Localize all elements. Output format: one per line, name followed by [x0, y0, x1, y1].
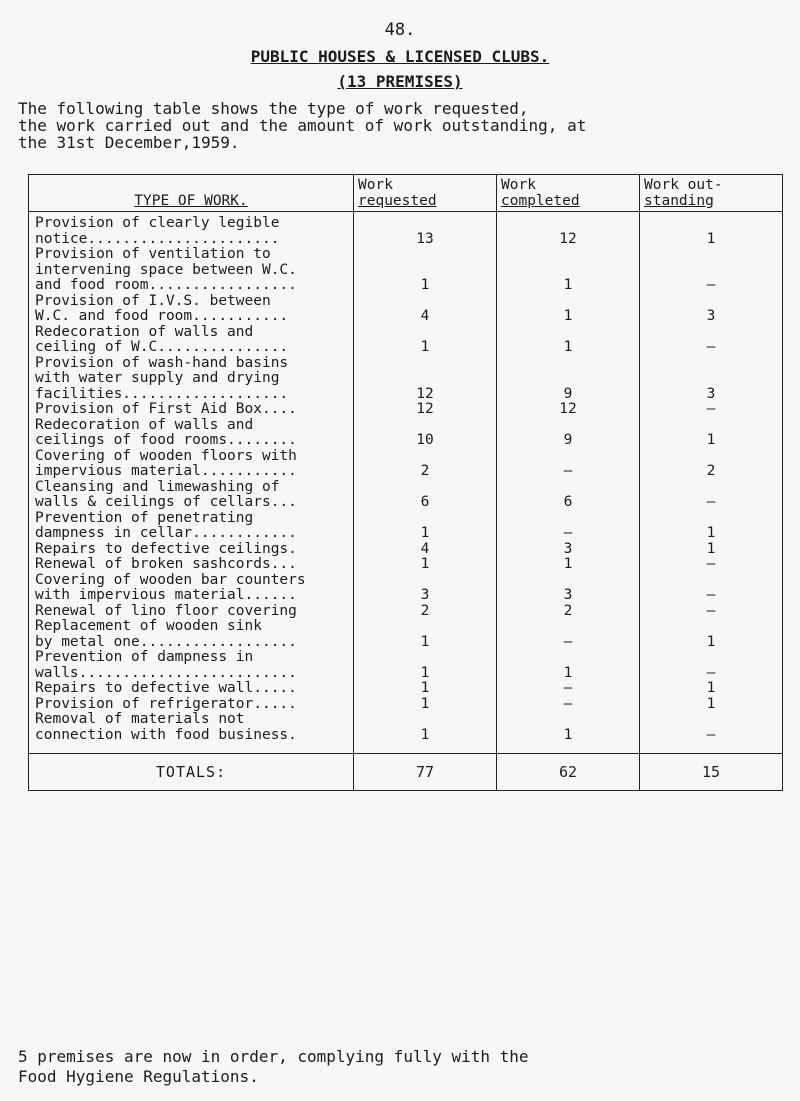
work-type-line: Redecoration of walls and	[35, 417, 254, 433]
outstanding-value: 1	[706, 230, 716, 247]
outstanding-cell	[640, 619, 783, 650]
outstanding-cell	[640, 418, 783, 449]
requested-value: 3	[420, 587, 430, 603]
footer-line: 5 premises are now in order, complying fully with the	[18, 1047, 529, 1066]
completed-cell	[497, 650, 640, 681]
table-body	[29, 212, 783, 754]
completed-cell	[497, 480, 640, 511]
work-type-line: impervious material...........	[35, 464, 297, 479]
outstanding-value: 1	[706, 680, 716, 696]
requested-value: 13	[416, 230, 434, 247]
outstanding-value: –	[706, 664, 716, 681]
completed-value: 12	[559, 230, 577, 247]
outstanding-cell	[640, 604, 783, 620]
requested-value: 1	[420, 525, 430, 541]
work-type-line: Redecoration of walls and	[35, 324, 254, 340]
work-type-line: ceiling of W.C...............	[35, 340, 289, 355]
completed-value: 1	[563, 726, 573, 743]
outstanding-cell	[640, 511, 783, 542]
completed-cell	[497, 418, 640, 449]
outstanding-value: –	[706, 494, 716, 510]
work-type-cell	[29, 712, 354, 754]
requested-value: 1	[420, 695, 430, 712]
requested-value: 2	[420, 463, 430, 479]
intro-line: the 31st December,1959.	[18, 133, 240, 152]
completed-value: –	[563, 680, 573, 696]
intro-line: The following table shows the type of work requested,	[18, 99, 529, 118]
outstanding-value: –	[706, 401, 716, 417]
work-type-cell	[29, 212, 354, 248]
table-row	[29, 212, 783, 248]
requested-cell	[354, 619, 497, 650]
completed-cell	[497, 247, 640, 294]
requested-cell	[354, 212, 497, 248]
work-type-cell	[29, 325, 354, 356]
requested-cell	[354, 325, 497, 356]
work-type-line: by metal one..................	[35, 634, 297, 650]
completed-cell	[497, 449, 640, 480]
requested-cell	[354, 418, 497, 449]
requested-value: 1	[420, 339, 430, 355]
work-type-cell	[29, 604, 354, 620]
work-type-line: Prevention of dampness in	[35, 650, 254, 665]
total-requested: 77	[354, 754, 497, 791]
work-type-line: Covering of wooden bar counters	[35, 572, 306, 588]
outstanding-cell	[640, 557, 783, 573]
requested-cell	[354, 697, 497, 713]
table-row	[29, 712, 783, 754]
outstanding-cell	[640, 247, 783, 294]
table-row	[29, 356, 783, 403]
requested-value: 12	[416, 385, 434, 402]
footer-note	[18, 1047, 788, 1087]
requested-cell	[354, 542, 497, 558]
work-type-line: Cleansing and limewashing of	[35, 479, 280, 495]
work-type-line: intervening space between W.C.	[35, 262, 297, 278]
outstanding-value: 1	[706, 540, 716, 557]
table-row	[29, 449, 783, 480]
outstanding-value: 3	[706, 385, 716, 402]
page-subtitle	[0, 72, 800, 91]
outstanding-cell	[640, 573, 783, 604]
requested-cell	[354, 247, 497, 294]
completed-cell	[497, 557, 640, 573]
table-row	[29, 557, 783, 573]
work-type-line: Provision of wash-hand basins	[35, 355, 289, 371]
work-type-line: Removal of materials not	[35, 712, 245, 727]
outstanding-value: –	[706, 587, 716, 603]
outstanding-cell	[640, 402, 783, 418]
requested-value: 2	[420, 602, 430, 619]
work-type-cell	[29, 402, 354, 418]
work-type-line: notice......................	[35, 231, 280, 247]
requested-cell	[354, 557, 497, 573]
table-row	[29, 697, 783, 713]
completed-cell	[497, 697, 640, 713]
work-type-cell	[29, 557, 354, 573]
header-type-of-work: TYPE OF WORK.	[29, 175, 354, 212]
completed-value: 1	[563, 556, 573, 572]
completed-cell	[497, 542, 640, 558]
table-row	[29, 604, 783, 620]
outstanding-value: 1	[706, 695, 716, 712]
work-type-line: W.C. and food room...........	[35, 309, 289, 324]
requested-cell	[354, 356, 497, 403]
page-subtitle-text: (13 PREMISES)	[337, 72, 463, 91]
work-type-cell	[29, 511, 354, 542]
requested-value: 6	[420, 494, 430, 510]
work-type-cell	[29, 418, 354, 449]
completed-cell	[497, 681, 640, 697]
requested-cell	[354, 294, 497, 325]
page-number: 48.	[384, 20, 416, 40]
completed-value: 2	[563, 602, 573, 619]
work-type-line: Renewal of broken sashcords...	[35, 557, 297, 572]
completed-value: 1	[563, 339, 573, 355]
work-type-line: connection with food business.	[35, 727, 297, 743]
completed-value: 1	[563, 277, 573, 293]
table-row	[29, 402, 783, 418]
completed-value: –	[563, 463, 573, 479]
completed-cell	[497, 619, 640, 650]
completed-value: 3	[563, 587, 573, 603]
work-type-line: Provision of First Aid Box....	[35, 402, 297, 417]
intro-line: the work carried out and the amount of work outstanding, at	[18, 116, 587, 135]
outstanding-value: –	[706, 556, 716, 572]
work-type-line: facilities...................	[35, 386, 289, 402]
completed-value: 6	[563, 494, 573, 510]
work-type-line: Repairs to defective wall.....	[35, 681, 297, 696]
table-row	[29, 619, 783, 650]
work-type-line: Repairs to defective ceilings.	[35, 541, 297, 557]
work-type-cell	[29, 697, 354, 713]
work-type-line: ceilings of food rooms........	[35, 433, 297, 448]
footer-line: Food Hygiene Regulations.	[18, 1067, 259, 1086]
work-type-line: dampness in cellar............	[35, 526, 297, 541]
work-type-cell	[29, 247, 354, 294]
work-type-cell	[29, 650, 354, 681]
outstanding-cell	[640, 480, 783, 511]
completed-value: 9	[563, 432, 573, 448]
work-table	[28, 174, 783, 791]
requested-cell	[354, 573, 497, 604]
table-row	[29, 480, 783, 511]
intro-paragraph	[18, 100, 788, 151]
requested-cell	[354, 604, 497, 620]
requested-value: 1	[420, 633, 430, 650]
outstanding-cell	[640, 542, 783, 558]
outstanding-cell	[640, 325, 783, 356]
outstanding-value: 3	[706, 308, 716, 324]
requested-value: 1	[420, 556, 430, 572]
outstanding-value: 1	[706, 525, 716, 541]
completed-value: –	[563, 633, 573, 650]
page-title-text: PUBLIC HOUSES & LICENSED CLUBS.	[250, 47, 550, 66]
work-type-line: walls.........................	[35, 665, 297, 681]
header-work-requested: Work requested	[354, 175, 497, 212]
requested-value: 4	[420, 540, 430, 557]
work-type-line: Replacement of wooden sink	[35, 619, 262, 634]
completed-value: 1	[563, 308, 573, 324]
outstanding-cell	[640, 650, 783, 681]
work-type-line: walls & ceilings of cellars...	[35, 495, 297, 510]
work-type-line: Covering of wooden floors with	[35, 448, 297, 464]
work-type-line: Provision of I.V.S. between	[35, 293, 271, 309]
outstanding-value: 2	[706, 463, 716, 479]
outstanding-cell	[640, 449, 783, 480]
completed-cell	[497, 604, 640, 620]
requested-value: 1	[420, 726, 430, 743]
requested-cell	[354, 402, 497, 418]
requested-value: 1	[420, 680, 430, 696]
requested-cell	[354, 449, 497, 480]
outstanding-value: –	[706, 602, 716, 619]
totals-label: TOTALS:	[29, 754, 354, 791]
outstanding-cell	[640, 356, 783, 403]
completed-cell	[497, 573, 640, 604]
completed-value: 3	[563, 540, 573, 557]
table-row	[29, 681, 783, 697]
completed-cell	[497, 294, 640, 325]
header-work-outstanding: Work out- standing	[640, 175, 783, 212]
outstanding-cell	[640, 697, 783, 713]
total-outstanding: 15	[640, 754, 783, 791]
work-type-line: Prevention of penetrating	[35, 510, 254, 526]
completed-cell	[497, 212, 640, 248]
requested-cell	[354, 712, 497, 754]
table-header-row	[29, 175, 783, 212]
work-type-cell	[29, 480, 354, 511]
table-row	[29, 418, 783, 449]
requested-cell	[354, 480, 497, 511]
completed-value: –	[563, 695, 573, 712]
outstanding-cell	[640, 294, 783, 325]
completed-cell	[497, 356, 640, 403]
outstanding-value: 1	[706, 633, 716, 650]
work-type-line: and food room.................	[35, 278, 297, 293]
work-type-line: Provision of clearly legible	[35, 216, 280, 231]
work-type-cell	[29, 356, 354, 403]
requested-value: 12	[416, 401, 434, 417]
page-title	[0, 47, 800, 66]
completed-value: 1	[563, 664, 573, 681]
work-type-line: with impervious material......	[35, 588, 297, 603]
header-work-completed: Work completed	[497, 175, 640, 212]
table-row	[29, 511, 783, 542]
requested-cell	[354, 681, 497, 697]
completed-cell	[497, 511, 640, 542]
totals-row	[29, 754, 783, 791]
work-type-line: Renewal of lino floor covering	[35, 603, 297, 619]
requested-value: 1	[420, 664, 430, 681]
work-type-line: with water supply and drying	[35, 371, 280, 386]
outstanding-cell	[640, 681, 783, 697]
outstanding-value: –	[706, 726, 716, 743]
outstanding-value: –	[706, 339, 716, 355]
total-completed: 62	[497, 754, 640, 791]
work-type-cell	[29, 573, 354, 604]
table-row	[29, 325, 783, 356]
table-row	[29, 247, 783, 294]
completed-value: 9	[563, 385, 573, 402]
outstanding-cell	[640, 212, 783, 248]
work-type-cell	[29, 294, 354, 325]
outstanding-value: –	[706, 277, 716, 293]
table-row	[29, 573, 783, 604]
completed-cell	[497, 712, 640, 754]
requested-cell	[354, 511, 497, 542]
table-row	[29, 650, 783, 681]
completed-cell	[497, 402, 640, 418]
requested-value: 4	[420, 308, 430, 324]
work-type-cell	[29, 619, 354, 650]
table-row	[29, 542, 783, 558]
completed-value: 12	[559, 401, 577, 417]
work-type-cell	[29, 681, 354, 697]
work-type-line: Provision of ventilation to	[35, 247, 271, 262]
work-type-line: Provision of refrigerator.....	[35, 696, 297, 712]
outstanding-cell	[640, 712, 783, 754]
completed-value: –	[563, 525, 573, 541]
completed-cell	[497, 325, 640, 356]
requested-value: 1	[420, 277, 430, 293]
requested-cell	[354, 650, 497, 681]
work-type-cell	[29, 542, 354, 558]
work-type-cell	[29, 449, 354, 480]
outstanding-value: 1	[706, 432, 716, 448]
table-row	[29, 294, 783, 325]
requested-value: 10	[416, 432, 434, 448]
